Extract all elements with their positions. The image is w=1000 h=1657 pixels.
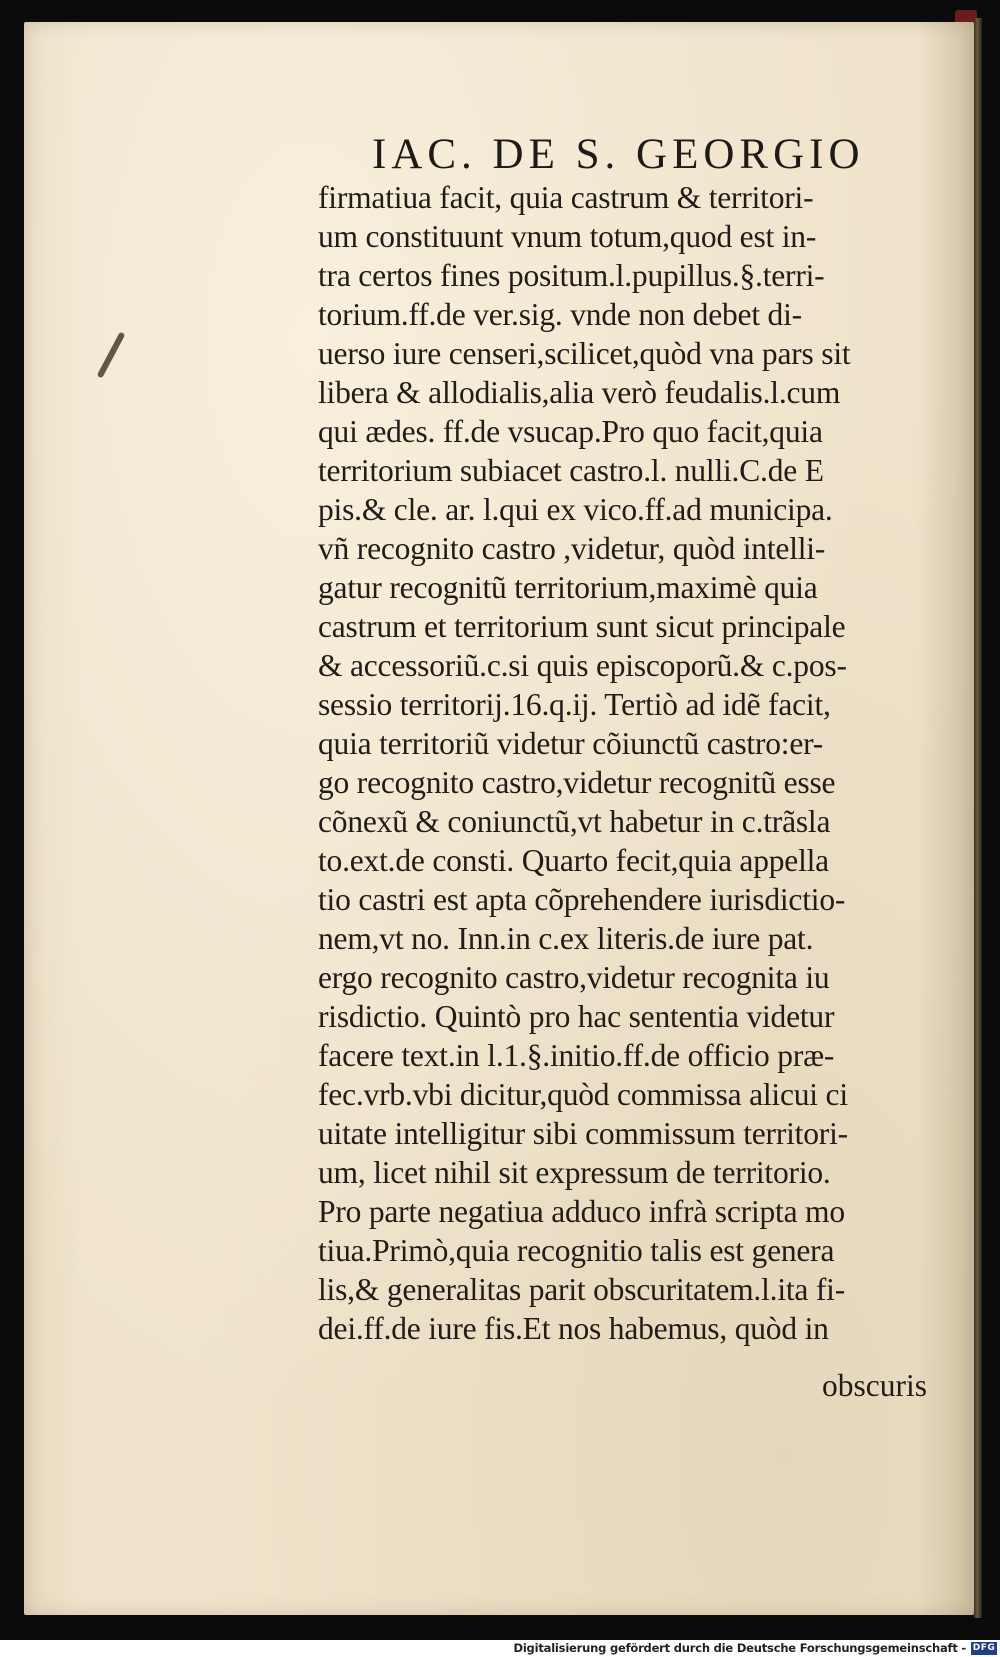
text-line: quia territoriũ videtur cõiunctũ castro:er- <box>318 726 824 761</box>
text-line: nem,vt no. Inn.in c.ex literis.de iure pat. <box>318 921 814 956</box>
text-line: tio castri est apta cõprehendere iurisdictio- <box>318 882 846 917</box>
text-line: torium.ff.de ver.sig. vnde non debet di- <box>318 297 802 332</box>
text-line: lis,& generalitas parit obscuritatem.l.ita fi- <box>318 1272 846 1307</box>
text-line: facere text.in l.1.§.initio.ff.de officio præ- <box>318 1038 835 1073</box>
text-line: tiua.Primò,quia recognitio talis est genera <box>318 1233 835 1268</box>
text-line: ergo recognito castro,videtur recognita iu <box>318 960 830 995</box>
text-line: & accessoriũ.c.si quis episcoporũ.& c.pos- <box>318 648 847 683</box>
text-line: territorium subiacet castro.l. nulli.C.de E <box>318 453 824 488</box>
text-block <box>318 178 938 1348</box>
text-line: gatur recognitũ territorium,maximè quia <box>318 570 818 605</box>
page-edge-shadow <box>974 18 982 1618</box>
text-line: go recognito castro,videtur recognitũ esse <box>318 765 836 800</box>
footer-credit: Digitalisierung gefördert durch die Deutsche Forschungsgemeinschaft - <box>513 1641 966 1655</box>
text-line: uerso iure censeri,scilicet,quòd vna pars sit <box>318 336 851 371</box>
text-line: vñ recognito castro ,videtur, quòd intelli- <box>318 531 826 566</box>
text-line: um constituunt vnum totum,quod est in- <box>318 219 817 254</box>
text-line: dei.ff.de iure fis.Et nos habemus, quòd in <box>318 1311 829 1346</box>
text-line: cõnexũ & coniunctũ,vt habetur in c.trãsla <box>318 804 831 839</box>
footer-bar <box>0 1640 1000 1657</box>
text-line: sessio territorij.16.q.ij. Tertiò ad idẽ facit, <box>318 687 831 722</box>
text-line: risdictio. Quintò pro hac sententia videtur <box>318 999 835 1034</box>
text-line: um, licet nihil sit expressum de territorio. <box>318 1155 831 1190</box>
text-line: tra certos fines positum.l.pupillus.§.terri- <box>318 258 825 293</box>
text-line: fec.vrb.vbi dicitur,quòd commissa alicui ci <box>318 1077 848 1112</box>
text-line: qui ædes. ff.de vsucap.Pro quo facit,quia <box>318 414 823 449</box>
running-head: IAC. DE S. GEORGIO <box>372 131 865 178</box>
catchword: obscuris <box>822 1368 927 1403</box>
text-line: libera & allodialis,alia verò feudalis.l.cum <box>318 375 841 410</box>
text-line: pis.& cle. ar. l.qui ex vico.ff.ad municipa. <box>318 492 833 527</box>
text-line: firmatiua facit, quia castrum & territori- <box>318 180 814 215</box>
text-line: Pro parte negatiua adduco infrà scripta mo <box>318 1194 845 1229</box>
dfg-logo-icon: DFG <box>972 1643 996 1653</box>
text-line: castrum et territorium sunt sicut principale <box>318 609 846 644</box>
text-line: uitate intelligitur sibi commissum territori- <box>318 1116 848 1151</box>
text-line: to.ext.de consti. Quarto fecit,quia appella <box>318 843 829 878</box>
